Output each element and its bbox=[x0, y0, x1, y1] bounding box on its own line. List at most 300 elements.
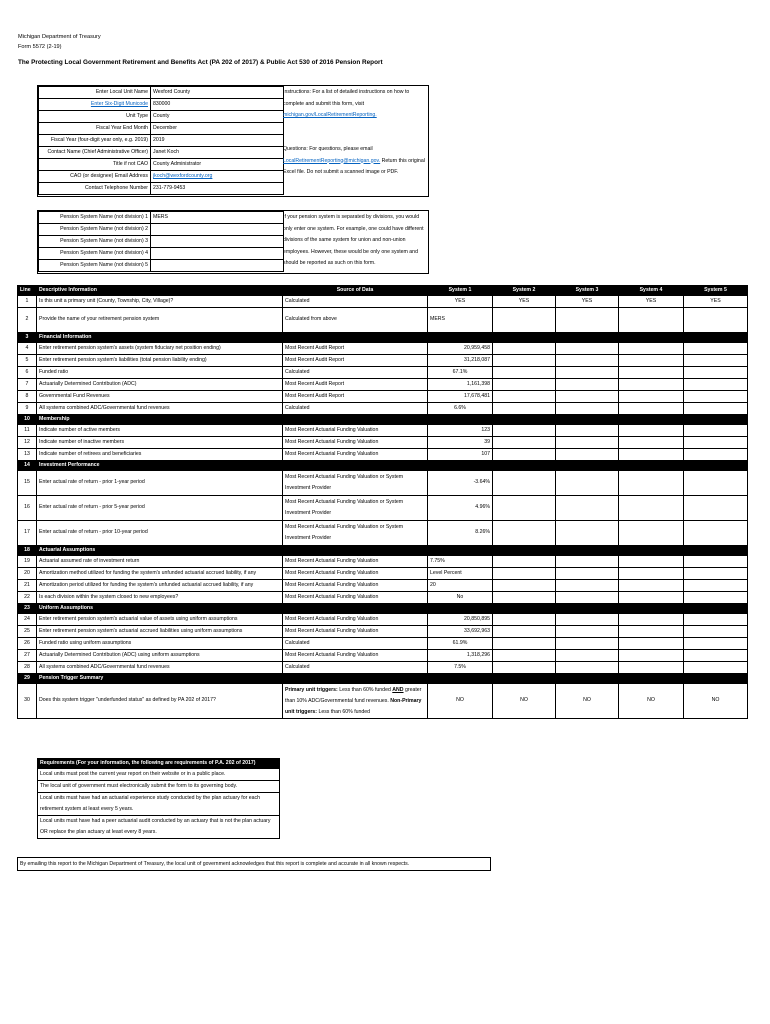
cell-s5[interactable]: YES bbox=[684, 296, 748, 308]
column-header-s2: System 2 bbox=[493, 286, 556, 296]
pension-system-value[interactable]: MERS bbox=[151, 212, 284, 224]
cell-s5[interactable] bbox=[684, 592, 748, 604]
cell-s5[interactable] bbox=[684, 355, 748, 367]
field-value[interactable]: County Administrator bbox=[151, 159, 284, 171]
cell-source: Calculated bbox=[283, 403, 428, 415]
cell-s3[interactable] bbox=[556, 343, 619, 355]
cell-line: 24 bbox=[18, 614, 37, 626]
table-row bbox=[18, 662, 748, 674]
pension-system-value[interactable] bbox=[151, 224, 284, 236]
cell-s1[interactable]: 31,218,087 bbox=[428, 355, 493, 367]
cell-s5[interactable]: NO bbox=[684, 684, 748, 719]
cell-s4[interactable]: NO bbox=[619, 684, 684, 719]
questions-label: Questions: For questions, please email bbox=[283, 146, 373, 152]
cell-source: Most Recent Audit Report bbox=[283, 355, 428, 367]
cell-s4[interactable] bbox=[619, 379, 684, 391]
cell-desc: Amortization method utilized for funding the system's unfunded actuarial accrued liability, if any bbox=[37, 568, 283, 580]
questions-text bbox=[283, 144, 425, 179]
cell-desc: Indicate number of retirees and beneficiaries bbox=[37, 449, 283, 461]
cell-s2[interactable] bbox=[493, 403, 556, 415]
column-header-line: Line bbox=[18, 286, 37, 296]
cell-s4[interactable] bbox=[619, 614, 684, 626]
cell-desc: Enter actual rate of return - prior 10-year period bbox=[37, 521, 283, 546]
table-row bbox=[18, 391, 748, 403]
pension-system-row bbox=[39, 236, 284, 248]
cell-desc: All systems combined ADC/Governmental fund revenues bbox=[37, 662, 283, 674]
cell-s3[interactable] bbox=[556, 662, 619, 674]
field-label: Contact Name (Chief Administrative Officer) bbox=[39, 147, 151, 159]
info-row bbox=[39, 183, 284, 195]
cell-source: Most Recent Actuarial Funding Valuation bbox=[283, 449, 428, 461]
info-row bbox=[39, 99, 284, 111]
cell-s2[interactable] bbox=[493, 471, 556, 496]
field-label: CAO (or designee) Email Address bbox=[39, 171, 151, 183]
table-row bbox=[18, 626, 748, 638]
cell-s2[interactable] bbox=[493, 556, 556, 568]
cell-s1[interactable]: 17,678,481 bbox=[428, 391, 493, 403]
cell-s2[interactable] bbox=[493, 568, 556, 580]
line-number: 29 bbox=[18, 674, 37, 684]
cell-s3[interactable] bbox=[556, 308, 619, 333]
column-header-s3: System 3 bbox=[556, 286, 619, 296]
table-row bbox=[18, 638, 748, 650]
cell-s3[interactable] bbox=[556, 471, 619, 496]
cell-s3[interactable] bbox=[556, 568, 619, 580]
cell-line: 17 bbox=[18, 521, 37, 546]
cell-s3[interactable] bbox=[556, 403, 619, 415]
cell-s1[interactable]: Level Percent bbox=[428, 568, 493, 580]
cell-line: 27 bbox=[18, 650, 37, 662]
cell-s4[interactable] bbox=[619, 521, 684, 546]
cell-s5[interactable] bbox=[684, 449, 748, 461]
cell-s4[interactable] bbox=[619, 638, 684, 650]
cell-s1[interactable]: 20,959,458 bbox=[428, 343, 493, 355]
table-row bbox=[18, 580, 748, 592]
cell-s1[interactable]: 20 bbox=[428, 580, 493, 592]
instructions-text bbox=[283, 87, 425, 122]
cell-s3[interactable] bbox=[556, 437, 619, 449]
cell-s5[interactable] bbox=[684, 308, 748, 333]
cell-s1[interactable]: -3.64% bbox=[428, 471, 493, 496]
cell-s5[interactable] bbox=[684, 556, 748, 568]
cell-line: 9 bbox=[18, 403, 37, 415]
cell-s4[interactable] bbox=[619, 650, 684, 662]
trigger-text: Non-Primary unit triggers: bbox=[285, 697, 422, 715]
cell-line: 16 bbox=[18, 496, 37, 521]
column-header-desc: Descriptive Information bbox=[37, 286, 283, 296]
cell-line: 25 bbox=[18, 626, 37, 638]
cell-line: 7 bbox=[18, 379, 37, 391]
agency-name: Michigan Department of Treasury bbox=[18, 34, 101, 40]
table-row bbox=[18, 521, 748, 546]
column-header-source: Source of Data bbox=[283, 286, 428, 296]
cell-s3[interactable] bbox=[556, 391, 619, 403]
cell-s3[interactable] bbox=[556, 650, 619, 662]
cell-s2[interactable] bbox=[493, 638, 556, 650]
cell-s4[interactable] bbox=[619, 437, 684, 449]
cell-s3[interactable] bbox=[556, 355, 619, 367]
cell-s1[interactable]: No bbox=[428, 592, 493, 604]
cell-source: Most Recent Actuarial Funding Valuation bbox=[283, 614, 428, 626]
info-row bbox=[39, 147, 284, 159]
cell-s3[interactable]: NO bbox=[556, 684, 619, 719]
cell-desc: Enter actual rate of return - prior 5-year period bbox=[37, 496, 283, 521]
cell-desc: Funded ratio bbox=[37, 367, 283, 379]
field-value[interactable]: 231-779-9453 bbox=[151, 183, 284, 195]
cell-s3[interactable] bbox=[556, 638, 619, 650]
column-header-s5: System 5 bbox=[684, 286, 748, 296]
cell-desc: Enter actual rate of return - prior 1-year period bbox=[37, 471, 283, 496]
cell-s2[interactable] bbox=[493, 449, 556, 461]
table-row bbox=[18, 496, 748, 521]
cell-s5[interactable] bbox=[684, 638, 748, 650]
cell-desc: Governmental Fund Revenues bbox=[37, 391, 283, 403]
info-row bbox=[39, 111, 284, 123]
section-title: Investment Performance bbox=[37, 461, 748, 471]
line-number: 23 bbox=[18, 604, 37, 614]
line-number: 10 bbox=[18, 415, 37, 425]
cell-s4[interactable] bbox=[619, 403, 684, 415]
cell-source: Most Recent Actuarial Funding Valuation bbox=[283, 626, 428, 638]
cell-desc: Indicate number of active members bbox=[37, 425, 283, 437]
info-row bbox=[39, 87, 284, 99]
cell-s2[interactable] bbox=[493, 367, 556, 379]
page-title: The Protecting Local Government Retirement and Benefits Act (PA 202 of 2017) & Public Act 530 of 2016 Pension Report bbox=[18, 59, 383, 66]
cell-source: Most Recent Actuarial Funding Valuation bbox=[283, 556, 428, 568]
cell-s5[interactable] bbox=[684, 496, 748, 521]
cell-desc: Is this unit a primary unit (County, Township, City, Village)? bbox=[37, 296, 283, 308]
cell-s2[interactable] bbox=[493, 355, 556, 367]
cell-s2[interactable] bbox=[493, 626, 556, 638]
cell-s2[interactable] bbox=[493, 379, 556, 391]
cell-s2[interactable] bbox=[493, 592, 556, 604]
cell-s2[interactable] bbox=[493, 580, 556, 592]
section-title: Pension Trigger Summary bbox=[37, 674, 748, 684]
cell-s1[interactable]: 67.1% bbox=[428, 367, 493, 379]
cell-s5[interactable] bbox=[684, 650, 748, 662]
cell-source: Most Recent Actuarial Funding Valuation bbox=[283, 580, 428, 592]
table-row bbox=[18, 650, 748, 662]
cell-desc: All systems combined ADC/Governmental fund revenues bbox=[37, 403, 283, 415]
cell-desc: Enter retirement pension system's actuarial accrued liabilities using uniform assumptions bbox=[37, 626, 283, 638]
cell-source: Most Recent Actuarial Funding Valuation bbox=[283, 592, 428, 604]
section-header-row bbox=[18, 546, 748, 556]
pension-system-row bbox=[39, 260, 284, 272]
cell-s5[interactable] bbox=[684, 580, 748, 592]
table-row bbox=[18, 367, 748, 379]
field-label: Contact Telephone Number bbox=[39, 183, 151, 195]
field-label: Fiscal Year (four-digit year only, e.g. 2019) bbox=[39, 135, 151, 147]
table-row bbox=[18, 425, 748, 437]
cell-desc: Is each division within the system closed to new employees? bbox=[37, 592, 283, 604]
cell-s3[interactable] bbox=[556, 626, 619, 638]
cell-s2[interactable]: NO bbox=[493, 684, 556, 719]
form-number: Form 5572 (2-19) bbox=[18, 44, 62, 50]
cell-desc: Actuarially Determined Contribution (ADC) bbox=[37, 379, 283, 391]
cell-s1[interactable]: 7.5% bbox=[428, 662, 493, 674]
pension-system-label: Pension System Name (not division) 1 bbox=[39, 212, 151, 224]
questions-note: Return this original Excel file. Do not submit a scanned image or PDF. bbox=[283, 157, 425, 175]
cell-s2[interactable]: YES bbox=[493, 296, 556, 308]
cell-desc: Indicate number of inactive members bbox=[37, 437, 283, 449]
section-header-row bbox=[18, 604, 748, 614]
field-label: Unit Type bbox=[39, 111, 151, 123]
cell-line: 12 bbox=[18, 437, 37, 449]
pension-system-row bbox=[39, 248, 284, 260]
cell-s3[interactable] bbox=[556, 556, 619, 568]
cell-line: 5 bbox=[18, 355, 37, 367]
info-row bbox=[39, 135, 284, 147]
cell-line: 2 bbox=[18, 308, 37, 333]
line-number: 18 bbox=[18, 546, 37, 556]
cell-s1[interactable]: 107 bbox=[428, 449, 493, 461]
cell-s5[interactable] bbox=[684, 379, 748, 391]
info-row bbox=[39, 123, 284, 135]
cell-line: 15 bbox=[18, 471, 37, 496]
cell-s4[interactable] bbox=[619, 367, 684, 379]
requirement-item: Local units must post the current year report on their website or in a public place. bbox=[38, 769, 280, 781]
cell-s3[interactable] bbox=[556, 580, 619, 592]
cell-s4[interactable] bbox=[619, 592, 684, 604]
cell-s3[interactable] bbox=[556, 614, 619, 626]
field-value[interactable]: 2019 bbox=[151, 135, 284, 147]
cell-source: Most Recent Actuarial Funding Valuation bbox=[283, 568, 428, 580]
cell-desc: Funded ratio using uniform assumptions bbox=[37, 638, 283, 650]
section-header-row bbox=[18, 461, 748, 471]
cell-s2[interactable] bbox=[493, 308, 556, 333]
cell-s1[interactable]: 1,161,398 bbox=[428, 379, 493, 391]
cell-source: Most Recent Actuarial Funding Valuation bbox=[283, 437, 428, 449]
cell-s2[interactable] bbox=[493, 496, 556, 521]
cell-s2[interactable] bbox=[493, 521, 556, 546]
cell-s4[interactable] bbox=[619, 471, 684, 496]
cell-s5[interactable] bbox=[684, 403, 748, 415]
cell-s2[interactable] bbox=[493, 425, 556, 437]
cell-line: 26 bbox=[18, 638, 37, 650]
cell-desc: Amortization period utilized for funding the system's unfunded actuarial accrued liability, if any bbox=[37, 580, 283, 592]
cell-source: Most Recent Actuarial Funding Valuation or System Investment Provider bbox=[283, 471, 428, 496]
cell-line: 6 bbox=[18, 367, 37, 379]
pension-system-label: Pension System Name (not division) 4 bbox=[39, 248, 151, 260]
cell-s1[interactable]: NO bbox=[428, 684, 493, 719]
cell-s1[interactable]: 123 bbox=[428, 425, 493, 437]
cell-s4[interactable] bbox=[619, 355, 684, 367]
cell-s3[interactable] bbox=[556, 425, 619, 437]
cell-desc: Enter retirement pension system's liabilities (total pension liability ending) bbox=[37, 355, 283, 367]
trigger-text: Less than 60% funded bbox=[337, 686, 393, 693]
cell-s4[interactable] bbox=[619, 568, 684, 580]
cell-line: 30 bbox=[18, 684, 37, 719]
cell-s1[interactable]: 33,692,963 bbox=[428, 626, 493, 638]
cell-s1[interactable]: 1,318,296 bbox=[428, 650, 493, 662]
cell-s4[interactable] bbox=[619, 391, 684, 403]
instructions-link[interactable]: michigan.gov/LocalRetirementReporting. bbox=[283, 112, 377, 118]
pension-system-row bbox=[39, 212, 284, 224]
pension-system-label: Pension System Name (not division) 5 bbox=[39, 260, 151, 272]
field-value[interactable]: jkoch@wexfordcounty.org bbox=[151, 171, 284, 183]
cell-s2[interactable] bbox=[493, 343, 556, 355]
field-value[interactable]: County bbox=[151, 111, 284, 123]
cell-source: Most Recent Actuarial Funding Valuation bbox=[283, 650, 428, 662]
cell-s5[interactable] bbox=[684, 614, 748, 626]
cell-desc: Actuarial assumed rate of investment return bbox=[37, 556, 283, 568]
cell-source: Most Recent Audit Report bbox=[283, 379, 428, 391]
line-number: 3 bbox=[18, 333, 37, 343]
cell-s1[interactable]: 7.75% bbox=[428, 556, 493, 568]
cell-s1[interactable]: 8.26% bbox=[428, 521, 493, 546]
cell-line: 13 bbox=[18, 449, 37, 461]
cell-s3[interactable]: YES bbox=[556, 296, 619, 308]
field-value[interactable]: December bbox=[151, 123, 284, 135]
cell-source: Most Recent Actuarial Funding Valuation bbox=[283, 425, 428, 437]
cell-source: Most Recent Audit Report bbox=[283, 343, 428, 355]
acknowledgement-text: By emailing this report to the Michigan Department of Treasury, the local unit of government acknowledges that this report is complete and accurate in all known respects. bbox=[17, 857, 491, 871]
cell-s1[interactable]: MERS bbox=[428, 308, 493, 333]
cell-s4[interactable] bbox=[619, 496, 684, 521]
cell-line: 8 bbox=[18, 391, 37, 403]
cell-s2[interactable] bbox=[493, 650, 556, 662]
section-header-row bbox=[18, 674, 748, 684]
field-label: Enter Local Unit Name bbox=[39, 87, 151, 99]
cell-s5[interactable] bbox=[684, 367, 748, 379]
cell-desc: Enter retirement pension system's actuarial value of assets using uniform assumptions bbox=[37, 614, 283, 626]
section-header-row bbox=[18, 333, 748, 343]
cell-line: 4 bbox=[18, 343, 37, 355]
requirements-table bbox=[37, 758, 280, 839]
cell-s2[interactable] bbox=[493, 614, 556, 626]
pension-system-value[interactable] bbox=[151, 236, 284, 248]
cell-line: 22 bbox=[18, 592, 37, 604]
table-row bbox=[18, 308, 748, 333]
field-value[interactable]: Wexford County bbox=[151, 87, 284, 99]
instructions-label: Instructions: For a list of detailed instructions on how to complete and submit this form, visit bbox=[283, 89, 410, 107]
cell-s4[interactable] bbox=[619, 308, 684, 333]
cell-s1[interactable]: 39 bbox=[428, 437, 493, 449]
cell-s5[interactable] bbox=[684, 437, 748, 449]
cell-s5[interactable] bbox=[684, 391, 748, 403]
table-row bbox=[18, 556, 748, 568]
table-row bbox=[18, 437, 748, 449]
cell-s5[interactable] bbox=[684, 425, 748, 437]
cell-s4[interactable] bbox=[619, 662, 684, 674]
cell-s3[interactable] bbox=[556, 521, 619, 546]
cell-s5[interactable] bbox=[684, 568, 748, 580]
table-row bbox=[18, 449, 748, 461]
cell-s3[interactable] bbox=[556, 449, 619, 461]
cell-line: 21 bbox=[18, 580, 37, 592]
cell-s4[interactable] bbox=[619, 580, 684, 592]
trigger-text: AND bbox=[392, 686, 404, 693]
cell-s1[interactable]: 4.96% bbox=[428, 496, 493, 521]
cell-line: 1 bbox=[18, 296, 37, 308]
cell-desc: Does this system trigger "underfunded status" as defined by PA 202 of 2017? bbox=[37, 684, 283, 719]
cell-s1[interactable]: 20,850,895 bbox=[428, 614, 493, 626]
pension-report-table bbox=[17, 285, 748, 719]
cell-s5[interactable] bbox=[684, 626, 748, 638]
cell-s5[interactable] bbox=[684, 662, 748, 674]
cell-line: 11 bbox=[18, 425, 37, 437]
cell-s3[interactable] bbox=[556, 496, 619, 521]
cell-s4[interactable] bbox=[619, 343, 684, 355]
section-title: Financial Information bbox=[37, 333, 748, 343]
cell-line: 28 bbox=[18, 662, 37, 674]
unit-info-box bbox=[37, 85, 429, 197]
section-title: Actuarial Assumptions bbox=[37, 546, 748, 556]
line-number: 14 bbox=[18, 461, 37, 471]
cell-s5[interactable] bbox=[684, 521, 748, 546]
cell-source: Calculated bbox=[283, 296, 428, 308]
pension-system-row bbox=[39, 224, 284, 236]
field-label: Fiscal Year End Month bbox=[39, 123, 151, 135]
cell-s1[interactable]: 6.6% bbox=[428, 403, 493, 415]
cell-s3[interactable] bbox=[556, 592, 619, 604]
cell-s3[interactable] bbox=[556, 379, 619, 391]
table-row bbox=[18, 403, 748, 415]
section-title: Uniform Assumptions bbox=[37, 604, 748, 614]
cell-desc: Actuarially Determined Contribution (ADC) using uniform assumptions bbox=[37, 650, 283, 662]
cell-s1[interactable]: 61.9% bbox=[428, 638, 493, 650]
cell-source: Calculated from above bbox=[283, 308, 428, 333]
cell-s2[interactable] bbox=[493, 437, 556, 449]
cell-source: Most Recent Actuarial Funding Valuation or System Investment Provider bbox=[283, 521, 428, 546]
cell-s4[interactable] bbox=[619, 425, 684, 437]
table-row bbox=[18, 343, 748, 355]
cell-source: Calculated bbox=[283, 367, 428, 379]
table-row bbox=[18, 355, 748, 367]
cell-s2[interactable] bbox=[493, 662, 556, 674]
questions-email-link[interactable]: LocalRetirementReporting@michigan.gov. bbox=[283, 157, 381, 164]
cell-source: Most Recent Audit Report bbox=[283, 391, 428, 403]
pension-system-label: Pension System Name (not division) 2 bbox=[39, 224, 151, 236]
requirement-item: The local unit of government must electronically submit the form to its governing body. bbox=[38, 781, 280, 793]
cell-desc: Provide the name of your retirement pension system bbox=[37, 308, 283, 333]
pension-system-value[interactable] bbox=[151, 248, 284, 260]
cell-s2[interactable] bbox=[493, 391, 556, 403]
field-label: Title if not CAO bbox=[39, 159, 151, 171]
cell-s4[interactable] bbox=[619, 449, 684, 461]
cell-s3[interactable] bbox=[556, 367, 619, 379]
cell-s4[interactable] bbox=[619, 556, 684, 568]
cell-source: Most Recent Actuarial Funding Valuation or System Investment Provider bbox=[283, 496, 428, 521]
table-row bbox=[18, 379, 748, 391]
table-header-row bbox=[18, 286, 748, 296]
cell-source bbox=[283, 684, 428, 719]
field-value[interactable]: 830000 bbox=[151, 99, 284, 111]
table-row bbox=[18, 471, 748, 496]
field-label: Enter Six-Digit Municode bbox=[39, 99, 151, 111]
cell-s4[interactable] bbox=[619, 626, 684, 638]
info-row bbox=[39, 159, 284, 171]
cell-line: 19 bbox=[18, 556, 37, 568]
trigger-text: Primary unit triggers: bbox=[285, 686, 338, 693]
column-header-s1: System 1 bbox=[428, 286, 493, 296]
cell-desc: Enter retirement pension system's assets (system fiduciary net position ending) bbox=[37, 343, 283, 355]
pension-systems-table bbox=[38, 211, 284, 272]
table-row bbox=[18, 592, 748, 604]
table-row bbox=[18, 568, 748, 580]
cell-source: Calculated bbox=[283, 638, 428, 650]
info-row bbox=[39, 171, 284, 183]
table-row bbox=[18, 296, 748, 308]
cell-s1[interactable]: YES bbox=[428, 296, 493, 308]
divisions-note: If your pension system is separated by divisions, you would only enter one system. For example, one could have different divisions of the same system for union and non-union employees. However, these would be only one system and should be reported as such on this form. bbox=[283, 214, 424, 266]
cell-s4[interactable]: YES bbox=[619, 296, 684, 308]
cell-s5[interactable] bbox=[684, 471, 748, 496]
pension-system-value[interactable] bbox=[151, 260, 284, 272]
trigger-text: Less than 60% funded bbox=[317, 708, 371, 715]
cell-s5[interactable] bbox=[684, 343, 748, 355]
field-value[interactable]: Janet Koch bbox=[151, 147, 284, 159]
